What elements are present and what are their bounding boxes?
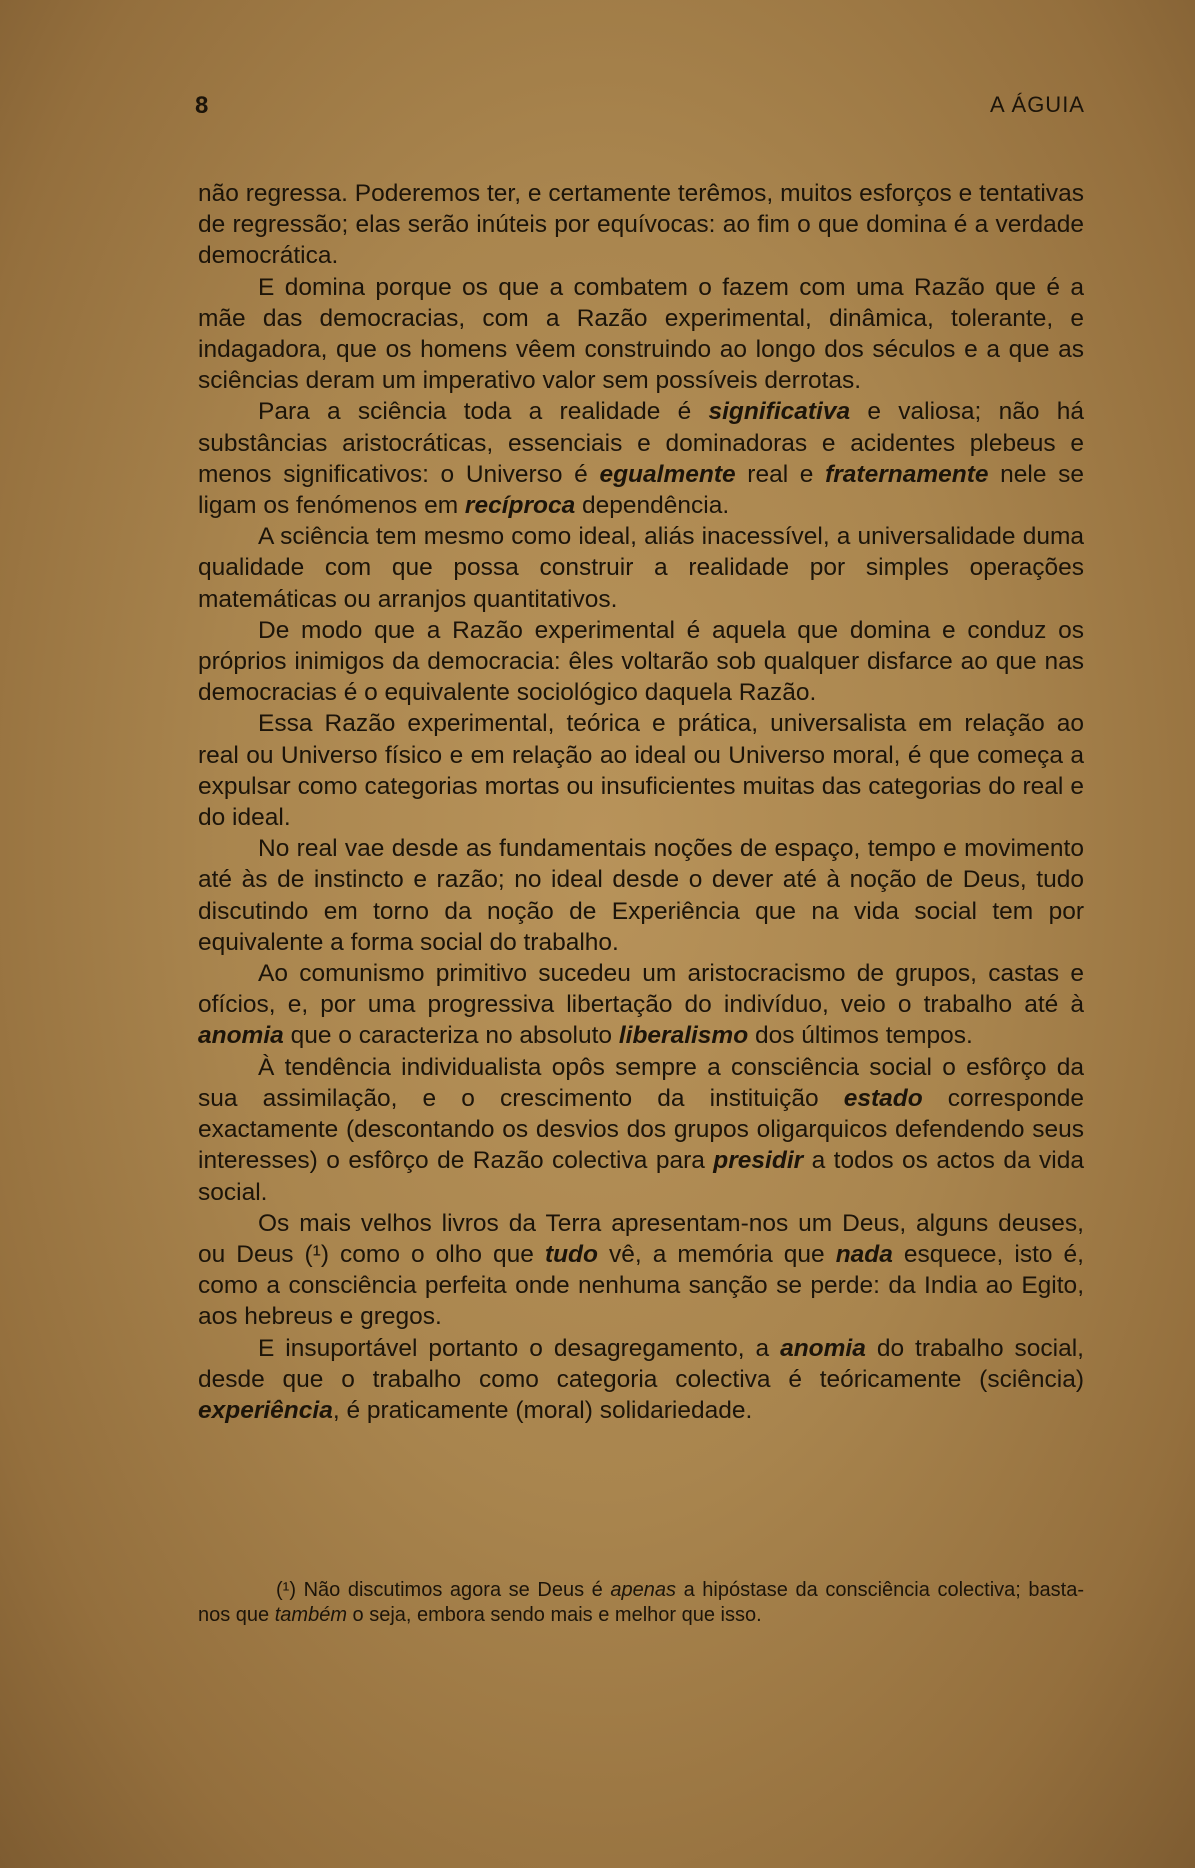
text-run: De modo que a Razão experimental é aquela que domina e conduz os próprios inimigos da democracia: êles voltarão sob qualquer disfarce ao que nas democracias é o equivalente sociológico daquela Razão.	[198, 616, 1084, 707]
paragraph	[198, 708, 1084, 833]
emphasis-text: apenas	[610, 1579, 676, 1601]
paragraph	[198, 958, 1084, 1052]
footnote	[198, 1578, 1084, 1628]
emphasis-text: egualmente	[599, 460, 736, 488]
paragraph	[198, 833, 1084, 958]
text-run: não regressa. Poderemos ter, e certamente terêmos, muitos esforços e tentativas de regressão; elas serão inúteis por equívocas: ao fim o que domina é a verdade democrática.	[198, 180, 1084, 270]
text-run: e valiosa; não há substâncias aristocráticas, essenciais e dominadoras e acidentes plebeus e menos significativos: o Universo é	[198, 398, 1084, 488]
emphasis-text: também	[274, 1604, 347, 1626]
emphasis-text: nada	[835, 1240, 893, 1268]
emphasis-text: anomia	[198, 1022, 284, 1050]
text-run: o seja, embora sendo mais e melhor que isso.	[346, 1604, 762, 1626]
text-run: real e	[735, 460, 826, 488]
body-text	[198, 178, 1084, 1426]
paragraph	[198, 1208, 1084, 1333]
text-run: Ao comunismo primitivo sucedeu um aristocracismo de grupos, castas e ofícios, e, por uma progressiva libertação do indivíduo, veio o trabalho até à	[198, 960, 1084, 1019]
running-title: A ÁGUIA	[989, 92, 1085, 117]
text-run: a todos os actos da vida social.	[198, 1147, 1084, 1206]
paragraph	[198, 396, 1084, 521]
paragraph	[198, 1333, 1084, 1427]
page-number: 8	[195, 92, 209, 119]
text-run: (¹) Não discutimos agora se Deus é	[276, 1579, 611, 1601]
text-run: Essa Razão experimental, teórica e prática, universalista em relação ao real ou Universo físico e em relação ao ideal ou Universo moral, é que começa a expulsar como categorias mortas ou insuficientes muitas das categorias do real e do ideal.	[198, 710, 1084, 832]
paragraph	[198, 615, 1084, 709]
emphasis-text: presidir	[713, 1147, 804, 1175]
emphasis-text: recíproca	[464, 492, 576, 520]
text-run: dos últimos tempos.	[748, 1022, 973, 1050]
text-run: nele se ligam os fenómenos em	[198, 460, 1085, 520]
text-run: do trabalho social, desde que o trabalho como categoria colectiva é teóricamente (sciência)	[198, 1334, 1084, 1393]
text-run: E domina porque os que a combatem o fazem com uma Razão que é a mãe das democracias, com a Razão experimental, dinâmica, tolerante, e indagadora, que os homens vêem construindo ao longo dos séculos e a que as sciências deram um imperativo valor sem possíveis derrotas.	[198, 273, 1084, 395]
text-run: À tendência individualista opôs sempre a consciência social o esfôrço da sua assimilação, e o crescimento da instituição	[198, 1053, 1084, 1112]
text-run: que o caracteriza no absoluto	[283, 1022, 619, 1050]
paragraph	[198, 1052, 1084, 1208]
page-header	[195, 92, 1085, 126]
text-run: vê, a memória que	[598, 1240, 836, 1268]
text-run: esquece, isto é, como a consciência perfeita onde nenhuma sanção se perde: da India ao Egito, aos hebreus e gregos.	[198, 1240, 1084, 1331]
emphasis-text: liberalismo	[618, 1022, 749, 1050]
emphasis-text: estado	[843, 1084, 923, 1112]
paragraph	[198, 178, 1084, 272]
text-run: corresponde exactamente (descontando os desvios dos grupos oligarquicos defendendo seus interesses) o esfôrço de Razão colectiva para	[198, 1084, 1084, 1175]
emphasis-text: tudo	[544, 1240, 598, 1268]
text-run: No real vae desde as fundamentais noções de espaço, tempo e movimento até às de instincto e razão; no ideal desde o dever até à noção de Deus, tudo discutindo em torno da noção de Experiência que na vida social tem por equivalente a forma social do trabalho.	[198, 835, 1084, 956]
emphasis-text: anomia	[780, 1334, 866, 1362]
text-run: , é praticamente (moral) solidariedade.	[332, 1396, 753, 1424]
emphasis-text: significativa	[708, 398, 851, 426]
text-run: dependência.	[575, 492, 730, 520]
emphasis-text: fraternamente	[825, 460, 989, 488]
text-run: Para a sciência toda a realidade é	[258, 398, 709, 426]
text-run: A sciência tem mesmo como ideal, aliás inacessível, a universalidade duma qualidade com que possa construir a realidade por simples operações matemáticas ou arranjos quantitativos.	[198, 523, 1084, 613]
text-run: a hipóstase da consciência colectiva; basta-nos que	[198, 1579, 1084, 1626]
paragraph	[198, 272, 1084, 397]
paragraph	[198, 521, 1084, 615]
text-run: E insuportável portanto o desagregamento, a	[258, 1334, 781, 1362]
text-run: Os mais velhos livros da Terra apresentam-nos um Deus, alguns deuses, ou Deus (¹) como o olho que	[198, 1209, 1084, 1268]
emphasis-text: experiência	[198, 1396, 333, 1424]
footnote-text	[198, 1579, 1084, 1626]
